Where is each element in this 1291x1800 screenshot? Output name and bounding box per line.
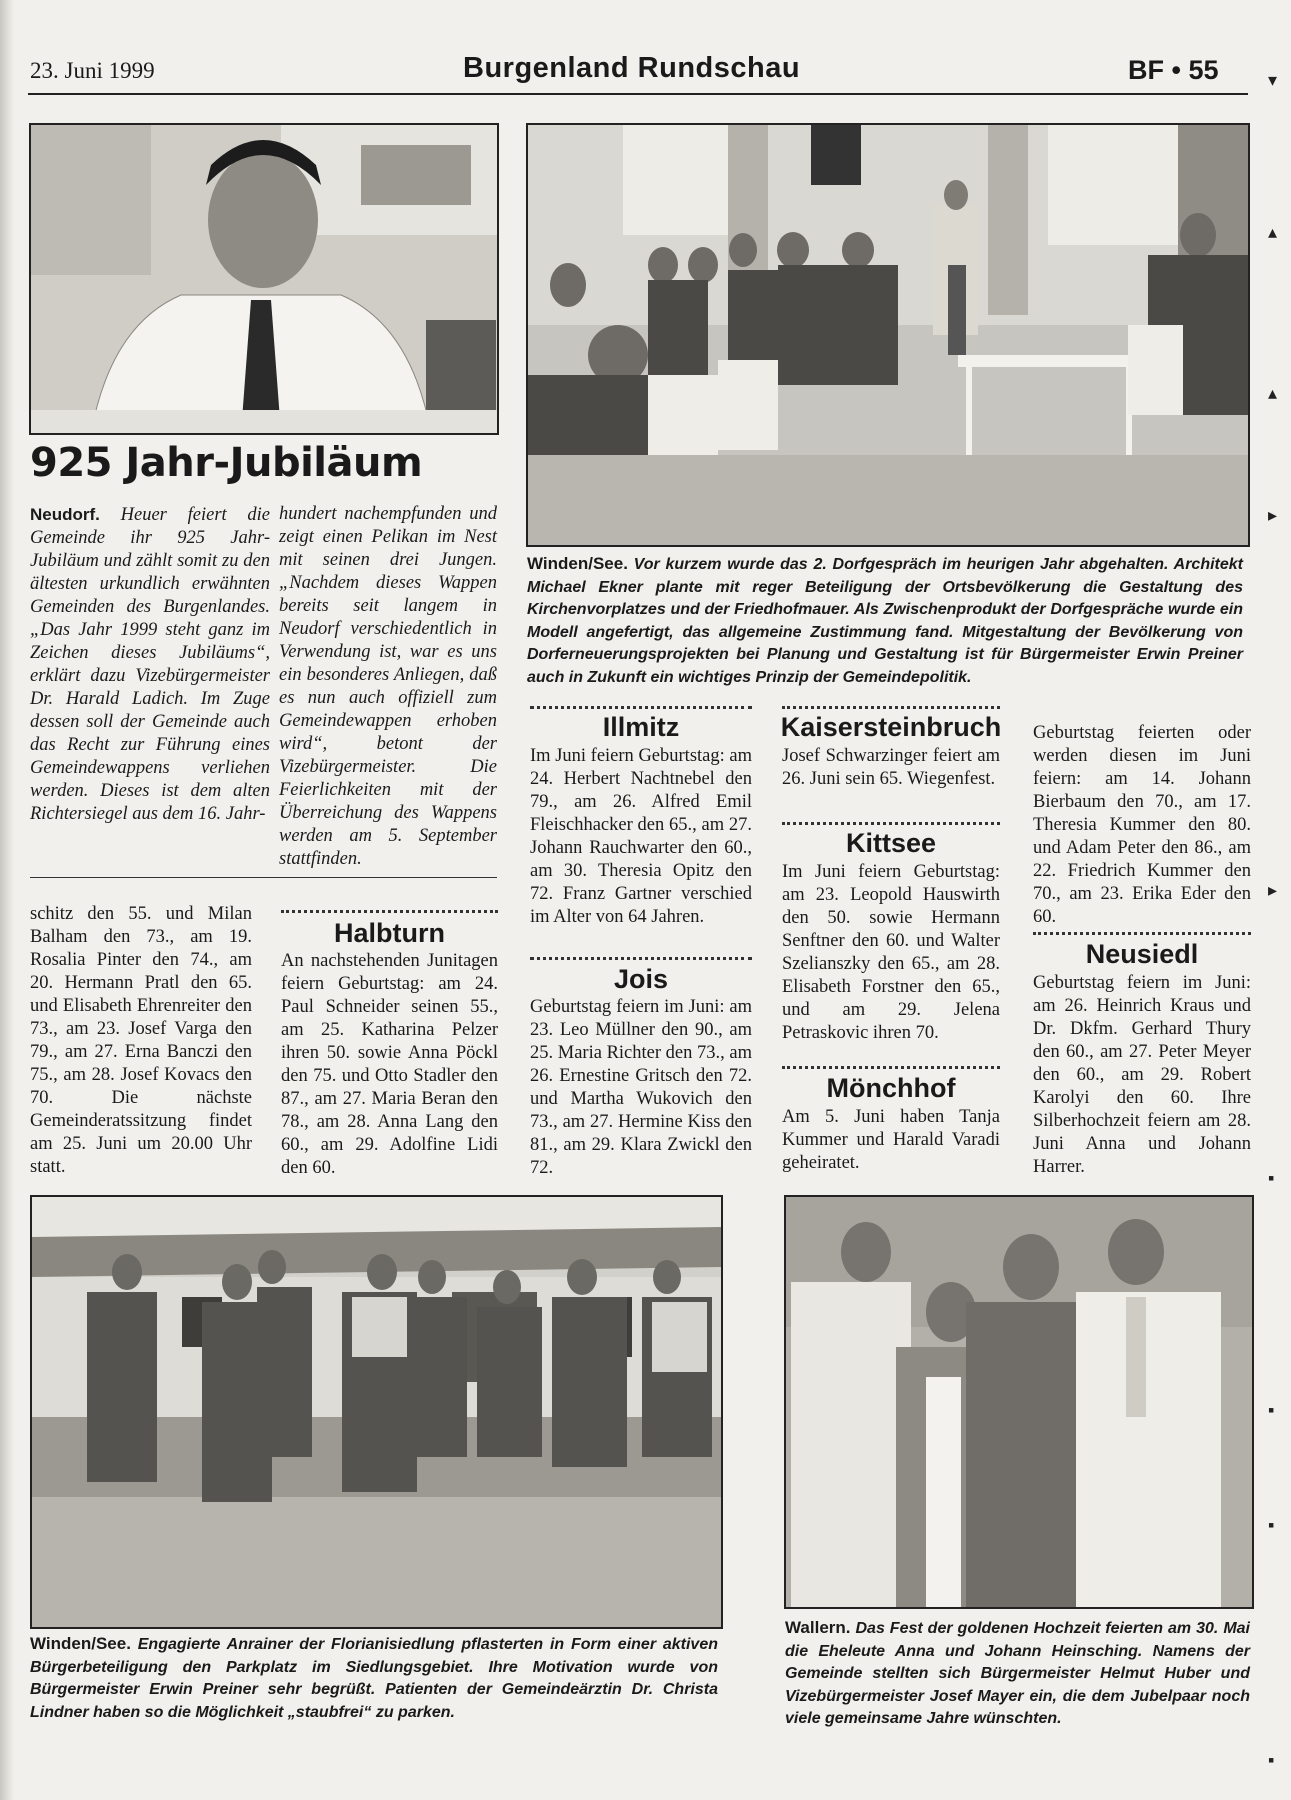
text-kaisersteinbruch: Josef Schwarzinger feiert am 26. Juni sein 65. Wiegenfest. [782,746,1000,789]
newspaper-title: Burgenland Rundschau [463,52,801,84]
text-illmitz: Im Juni feiern Geburtstag: am 24. Herbert Nachtnebel den 79., am 26. Alfred Emil Fleischhacker den 65., am 27. Johann Rauchwarter den 60., am 30. Theresia Opitz den 72. Franz Gartner verschied im Alter von 64 Jahren. [530,746,752,927]
margin-mark: ▸ [1268,880,1278,900]
heading-kittsee: Kittsee [845,828,937,858]
issue-date: 23. Juni 1999 [30,58,155,83]
caption-wedding-text: Das Fest der goldenen Hochzeit feierten am 30. Mai die Eheleute Anna und Johann Heinsching. Namens der Gemeinde stellten sich Bürgermeister Helmut Huber und Vizebürgermeister Josef Mayer ein, die dem Jubelpaar noch viele gemeinsame Jahre wünschten. [785,1620,1251,1727]
margin-mark: ▪ [1268,1515,1275,1535]
text-neusiedl: Geburtstag feiern im Juni: am 26. Heinrich Kraus und Dr. Dkfm. Gerhard Thury den 60., am 27. Peter Meyer den 60., am 29. Robert Karolyi den 60. Ihre Silberhochzeit feiern am 28. Juni Anna und Johann Harrer. [1033,973,1251,1177]
divider-jois [530,957,752,960]
photo-village-meeting [526,123,1250,547]
caption-paving-dateline: Winden/See. [30,1634,131,1653]
article-dateline: Neudorf. [30,505,100,524]
article-text-2: hundert nachempfunden und zeigt einen Pelikan im Nest mit seinen drei Jungen. „Nachdem dieses Wappen bereits seit langem in Neudorf verschiedentlich in Verwendung ist, war es uns ein besonderes Anliegen, daß es nun auch offiziell zum Gemeindewappen erhoben wird“, betont der Vizebürgermeister. Die Feierlichkeiten mit der Überreichung des Wappens werden am 5. September stattfinden. [279,504,497,869]
divider-neusiedl [1033,932,1251,935]
page-number: BF • 55 [1128,55,1219,85]
divider-illmitz [530,706,752,709]
article-text-1: Heuer feiert die Gemeinde ihr 925 Jahr-Jubiläum und zählt somit zu den ältesten urkundlich erwähnten Gemeinden des Burgenlandes. „Das Jahr 1999 steht ganz im Zeichen dieses Jubiläums“, erklärt dazu Vizebürgermeister Dr. Harald Ladich. Im Zuge dessen soll der Gemeinde auch das Recht zur Führung eines Gemeindewappens verliehen werden. Dieses ist dem alten Richtersiegel aus dem 16. Jahr- [30,505,271,824]
margin-mark: ▪ [1268,1168,1275,1188]
divider-halbturn [281,910,498,913]
photo-golden-wedding [784,1195,1254,1609]
caption-meeting-text: Vor kurzem wurde das 2. Dorfgespräch im heurigen Jahr abgehalten. Architekt Michael Ekner plante mit reger Beteiligung der Ortsbevölkerung die Gestaltung des Kirchenvorplatzes und der Friedhofmauer. Als Zwischenprodukt der Dorfgespräche wurde ein Modell angefertigt, das allgemeine Zustimmung fand. Mitgestaltung der Bevölkerung von Dorferneuerungsprojekten bei Planung und Gestaltung ist für Bürgermeister Erwin Preiner auch in Zukunft ein wichtiges Prinzip der Gemeindepolitik. [527,556,1243,686]
margin-mark: ▾ [1268,70,1278,90]
article-end-rule [30,877,497,878]
divider-kaisersteinbruch [782,706,1000,709]
photo-vice-mayor-portrait [29,123,499,435]
caption-paving-text: Engagierte Anrainer der Florianisiedlung pflasterten in Form einer aktiven Bürgerbeteiligung den Parkplatz im Siedlungsgebiet. Ihre Motivation wurde von Bürgermeister Erwin Preiner sehr begrüßt. Patienten der Gemeindeärztin Dr. Christa Lindner haben so die Möglichkeit „staubfrei“ zu parken. [30,1636,719,1721]
divider-kittsee [782,822,1000,825]
text-moenchhof: Am 5. Juni haben Tanja Kummer und Harald Varadi geheiratet. [782,1107,1000,1173]
caption-paving [30,1633,718,1724]
heading-neusiedl: Neusiedl [1085,939,1199,969]
text-jois: Geburtstag feiern im Juni: am 23. Leo Müllner den 90., am 25. Maria Richter den 73., am 26. Ernestine Gritsch den 72. und Martha Wukovich den 73., am 27. Hermine Kiss den 81., am 29. Klara Zwickl den 72. [530,997,752,1178]
text-kittsee: Im Juni feiern Geburtstag: am 23. Leopold Hauswirth den 50. sowie Hermann Senftner den 60. und Walter Szelianszky den 65., am 28. Elisabeth Forstner den 65., und am 29. Jelena Petraskovic ihren 70. [782,862,1000,1043]
article-continuation: schitz den 55. und Milan Balham den 73., am 19. Rosalia Pinter den 74., am 20. Hermann Pratl den 65. und Elisabeth Ehrenreiter den 73., am 23. Josef Varga den 79., am 27. Erna Banczi den 75., am 28. Josef Kovacs den 70. Die nächste Gemeinderatssitzung findet am 25. Juni um 20.00 Uhr statt. [30,904,252,1177]
article-column-2 [279,503,497,871]
heading-kaisersteinbruch: Kaisersteinbruch [780,712,1002,742]
caption-wedding [785,1617,1250,1731]
margin-mark: ▸ [1268,505,1278,525]
page-edge-shadow [0,0,14,1800]
margin-mark: ▴ [1268,222,1278,242]
header-rule [28,93,1248,95]
divider-moenchhof [782,1066,1000,1069]
heading-jois: Jois [613,964,669,994]
text-col4-continuation: Geburtstag feierten oder werden diesen im Juni feiern: am 14. Johann Bierbaum den 70., am 17. Theresia Kummer den 80. und Adam Peter den 86., am 22. Friedrich Kummer den 70., am 23. Erika Eder den 60. [1033,723,1251,927]
margin-mark: ▴ [1268,383,1278,403]
heading-halbturn: Halbturn [334,918,445,948]
headline-jubilee: 925 Jahr-Jubiläum [30,440,423,486]
heading-illmitz: Illmitz [602,712,680,742]
margin-mark: ▪ [1268,1750,1275,1770]
caption-meeting-dateline: Winden/See. [527,554,628,573]
photo-paving-group [30,1195,723,1629]
caption-meeting [527,553,1243,689]
text-halbturn: An nachstehenden Junitagen feiern Geburtstag: am 24. Paul Schneider seinen 55., am 25. Katharina Pelzer ihren 50. sowie Anna Pöckl den 75. und Otto Stadler den 87., am 27. Maria Beran den 78., am 28. Anna Lang den 60., am 29. Adolfine Lidi den 60. [281,951,498,1178]
caption-wedding-dateline: Wallern. [785,1618,851,1637]
margin-mark: ▪ [1268,1400,1275,1420]
article-column-1 [30,503,270,826]
heading-moenchhof: Mönchhof [826,1073,956,1103]
